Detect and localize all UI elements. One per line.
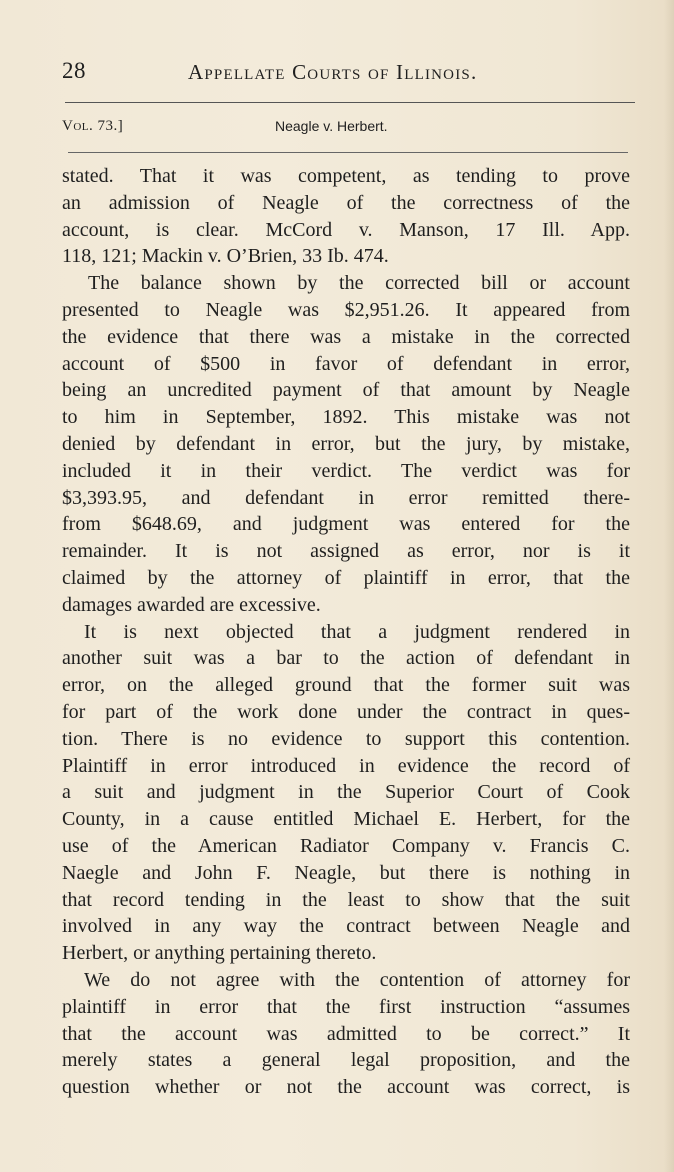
text-line: 118, 121; Mackin v. O’Brien, 33 Ib. 474.: [62, 245, 389, 268]
text-line: for part of the work done under the contract in ques-: [62, 700, 630, 723]
text-line: being an uncredited payment of that amount by Neagle: [62, 379, 630, 402]
text-line: the evidence that there was a mistake in the corrected: [62, 325, 630, 348]
text-line: It is next objected that a judgment rendered in: [84, 620, 630, 643]
text-line: remainder. It is not assigned as error, nor is it: [62, 540, 630, 563]
page-number: 28: [62, 58, 86, 83]
text-line: account of $500 in favor of defendant in error,: [62, 352, 630, 375]
header-rule: [65, 102, 635, 103]
text-line: The balance shown by the corrected bill or account: [88, 272, 630, 295]
text-line: use of the American Radiator Company v. Francis C.: [62, 834, 630, 857]
text-line: that record tending in the least to show that the suit: [62, 888, 630, 911]
case-name: Neagle v. Herbert.: [275, 118, 388, 134]
text-line: stated. That it was competent, as tending to prove: [62, 165, 630, 187]
text-line: account, is clear. McCord v. Manson, 17 Ill. App.: [62, 218, 630, 241]
text-line: County, in a cause entitled Michael E. Herbert, for the: [62, 808, 630, 831]
text-line: presented to Neagle was $2,951.26. It appeared from: [62, 298, 630, 321]
text-line: $3,393.95, and defendant in error remitted there-: [62, 486, 630, 509]
text-line: to him in September, 1892. This mistake was not: [62, 406, 630, 429]
body-text: [62, 163, 630, 1101]
text-line: that the account was admitted to be correct.” It: [62, 1022, 630, 1045]
text-line: damages awarded are excessive.: [62, 593, 321, 616]
text-line: denied by defendant in error, but the jury, by mistake,: [62, 432, 630, 455]
text-line: another suit was a bar to the action of defendant in: [62, 647, 630, 670]
text-line: Naegle and John F. Neagle, but there is nothing in: [62, 861, 630, 884]
text-line: an admission of Neagle of the correctness of the: [62, 191, 630, 214]
text-line: claimed by the attorney of plaintiff in error, that the: [62, 566, 630, 589]
text-line: tion. There is no evidence to support this contention.: [62, 727, 630, 750]
text-line: question whether or not the account was correct, is: [62, 1076, 630, 1099]
running-head: Appellate Courts of Illinois.: [188, 60, 478, 84]
text-line: Plaintiff in error introduced in evidence the record of: [62, 754, 630, 777]
page-header: [62, 58, 622, 92]
text-line: from $648.69, and judgment was entered for the: [62, 513, 630, 536]
text-line: We do not agree with the contention of attorney for: [84, 968, 630, 991]
text-line: merely states a general legal proposition, and the: [62, 1049, 630, 1072]
text-line: a suit and judgment in the Superior Court of Cook: [62, 781, 630, 804]
text-line: involved in any way the contract between Neagle and: [62, 915, 630, 938]
text-line: plaintiff in error that the first instruction “assumes: [62, 995, 630, 1018]
subheader: [62, 118, 632, 140]
text-line: Herbert, or anything pertaining thereto.: [62, 942, 377, 965]
text-line: included it in their verdict. The verdict was for: [62, 459, 630, 482]
volume-label: Vol. 73.]: [62, 118, 124, 134]
subheader-rule: [68, 152, 628, 153]
text-line: error, on the alleged ground that the former suit was: [62, 674, 630, 697]
